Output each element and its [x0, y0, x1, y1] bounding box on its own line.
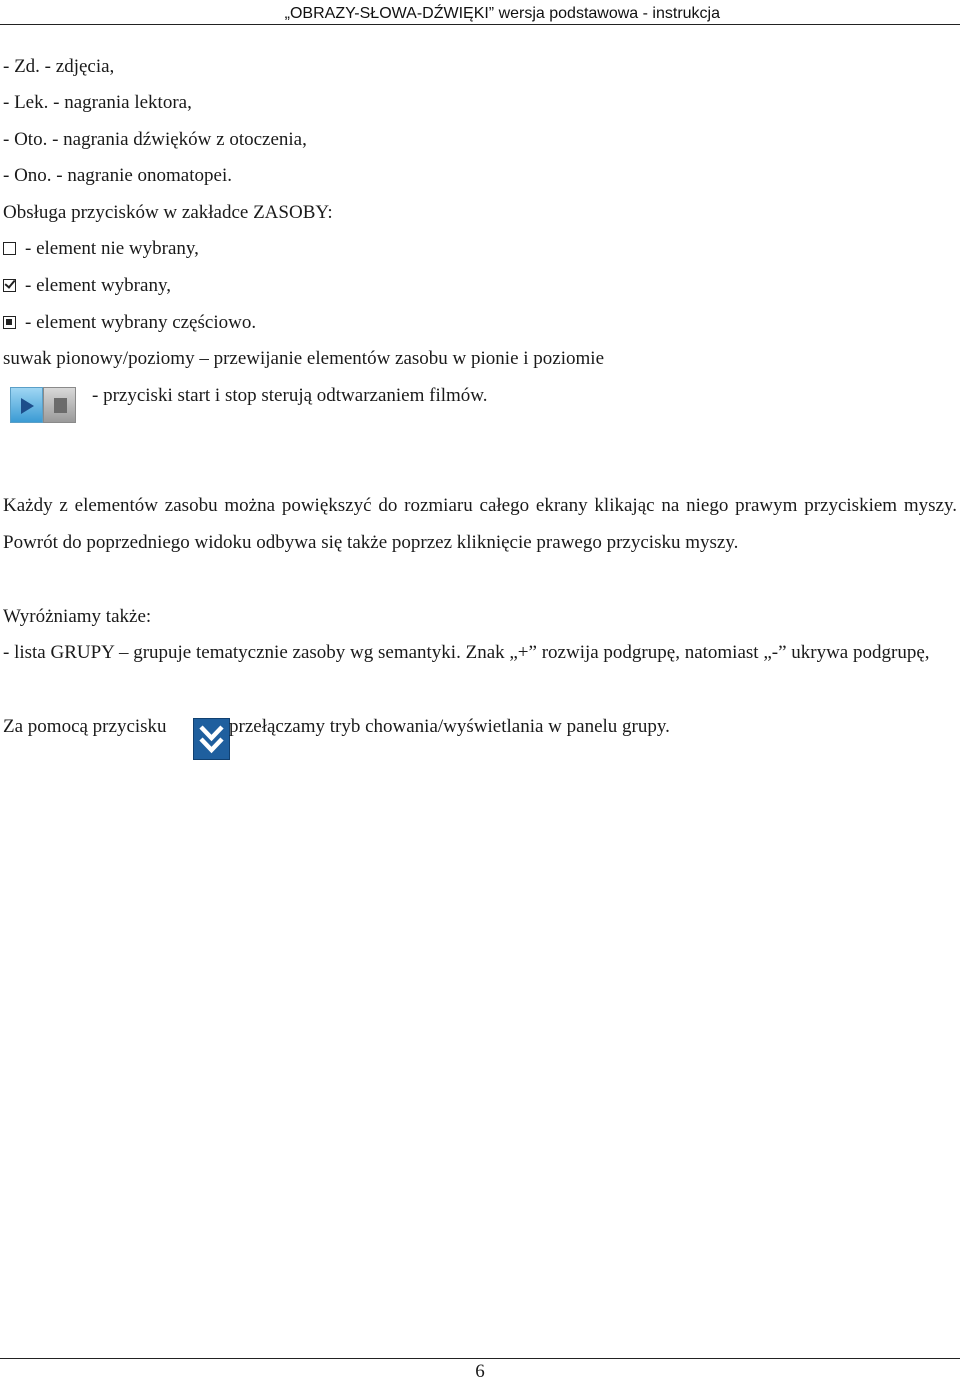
page-header — [0, 2, 960, 25]
header-title: „OBRAZY-SŁOWA-DŹWIĘKI” wersja podstawowa - instrukcja — [284, 5, 720, 22]
checkbox-legend-text: - element wybrany, — [25, 275, 171, 296]
play-icon — [10, 387, 43, 423]
toggle-suffix: przełączamy tryb chowania/wyświetlania w panelu grupy. — [229, 716, 670, 737]
stop-icon — [43, 387, 76, 423]
checkbox-legend-text: - element wybrany częściowo. — [25, 312, 257, 333]
list-item: - Oto. - nagrania dźwięków z otoczenia, — [3, 129, 307, 150]
media-controls — [10, 387, 76, 423]
groups-paragraph: - lista GRUPY – grupuje tematycznie zasoby wg semantyki. Znak „+” rozwija podgrupę, natomiast „-” ukrywa podgrupę, — [3, 642, 930, 663]
checkbox-legend-checked — [3, 275, 171, 297]
buttons-heading: Obsługa przycisków w zakładce ZASOBY: — [3, 202, 333, 223]
double-chevron-down-icon — [193, 718, 230, 760]
zoom-paragraph: Każdy z elementów zasobu można powiększyć do rozmiaru całego ekrany klikając na niego prawym przyciskiem myszy. Powrót do poprzedniego widoku odbywa się także poprzez kliknięcie prawego przycisku myszy. — [3, 495, 957, 553]
checkbox-legend-unchecked — [3, 238, 199, 260]
distinguish-heading: Wyróżniamy także: — [3, 606, 152, 627]
checkbox-empty-icon — [3, 242, 16, 255]
slider-description: suwak pionowy/poziomy – przewijanie elementów zasobu w pionie i poziomie — [3, 348, 604, 369]
list-item: - Lek. - nagrania lektora, — [3, 92, 192, 113]
list-item: - Ono. - nagranie onomatopei. — [3, 165, 232, 186]
page-number: 6 — [475, 1361, 485, 1382]
media-description: - przyciski start i stop sterują odtwarzaniem filmów. — [92, 385, 488, 406]
list-item: - Zd. - zdjęcia, — [3, 56, 115, 77]
checkbox-partial-icon — [3, 316, 16, 329]
checkbox-legend-partial — [3, 312, 256, 334]
checkbox-legend-text: - element nie wybrany, — [25, 238, 199, 259]
checkbox-checked-icon — [3, 279, 16, 292]
footer-rule — [0, 1358, 960, 1359]
toggle-prefix: Za pomocą przycisku — [3, 716, 167, 737]
